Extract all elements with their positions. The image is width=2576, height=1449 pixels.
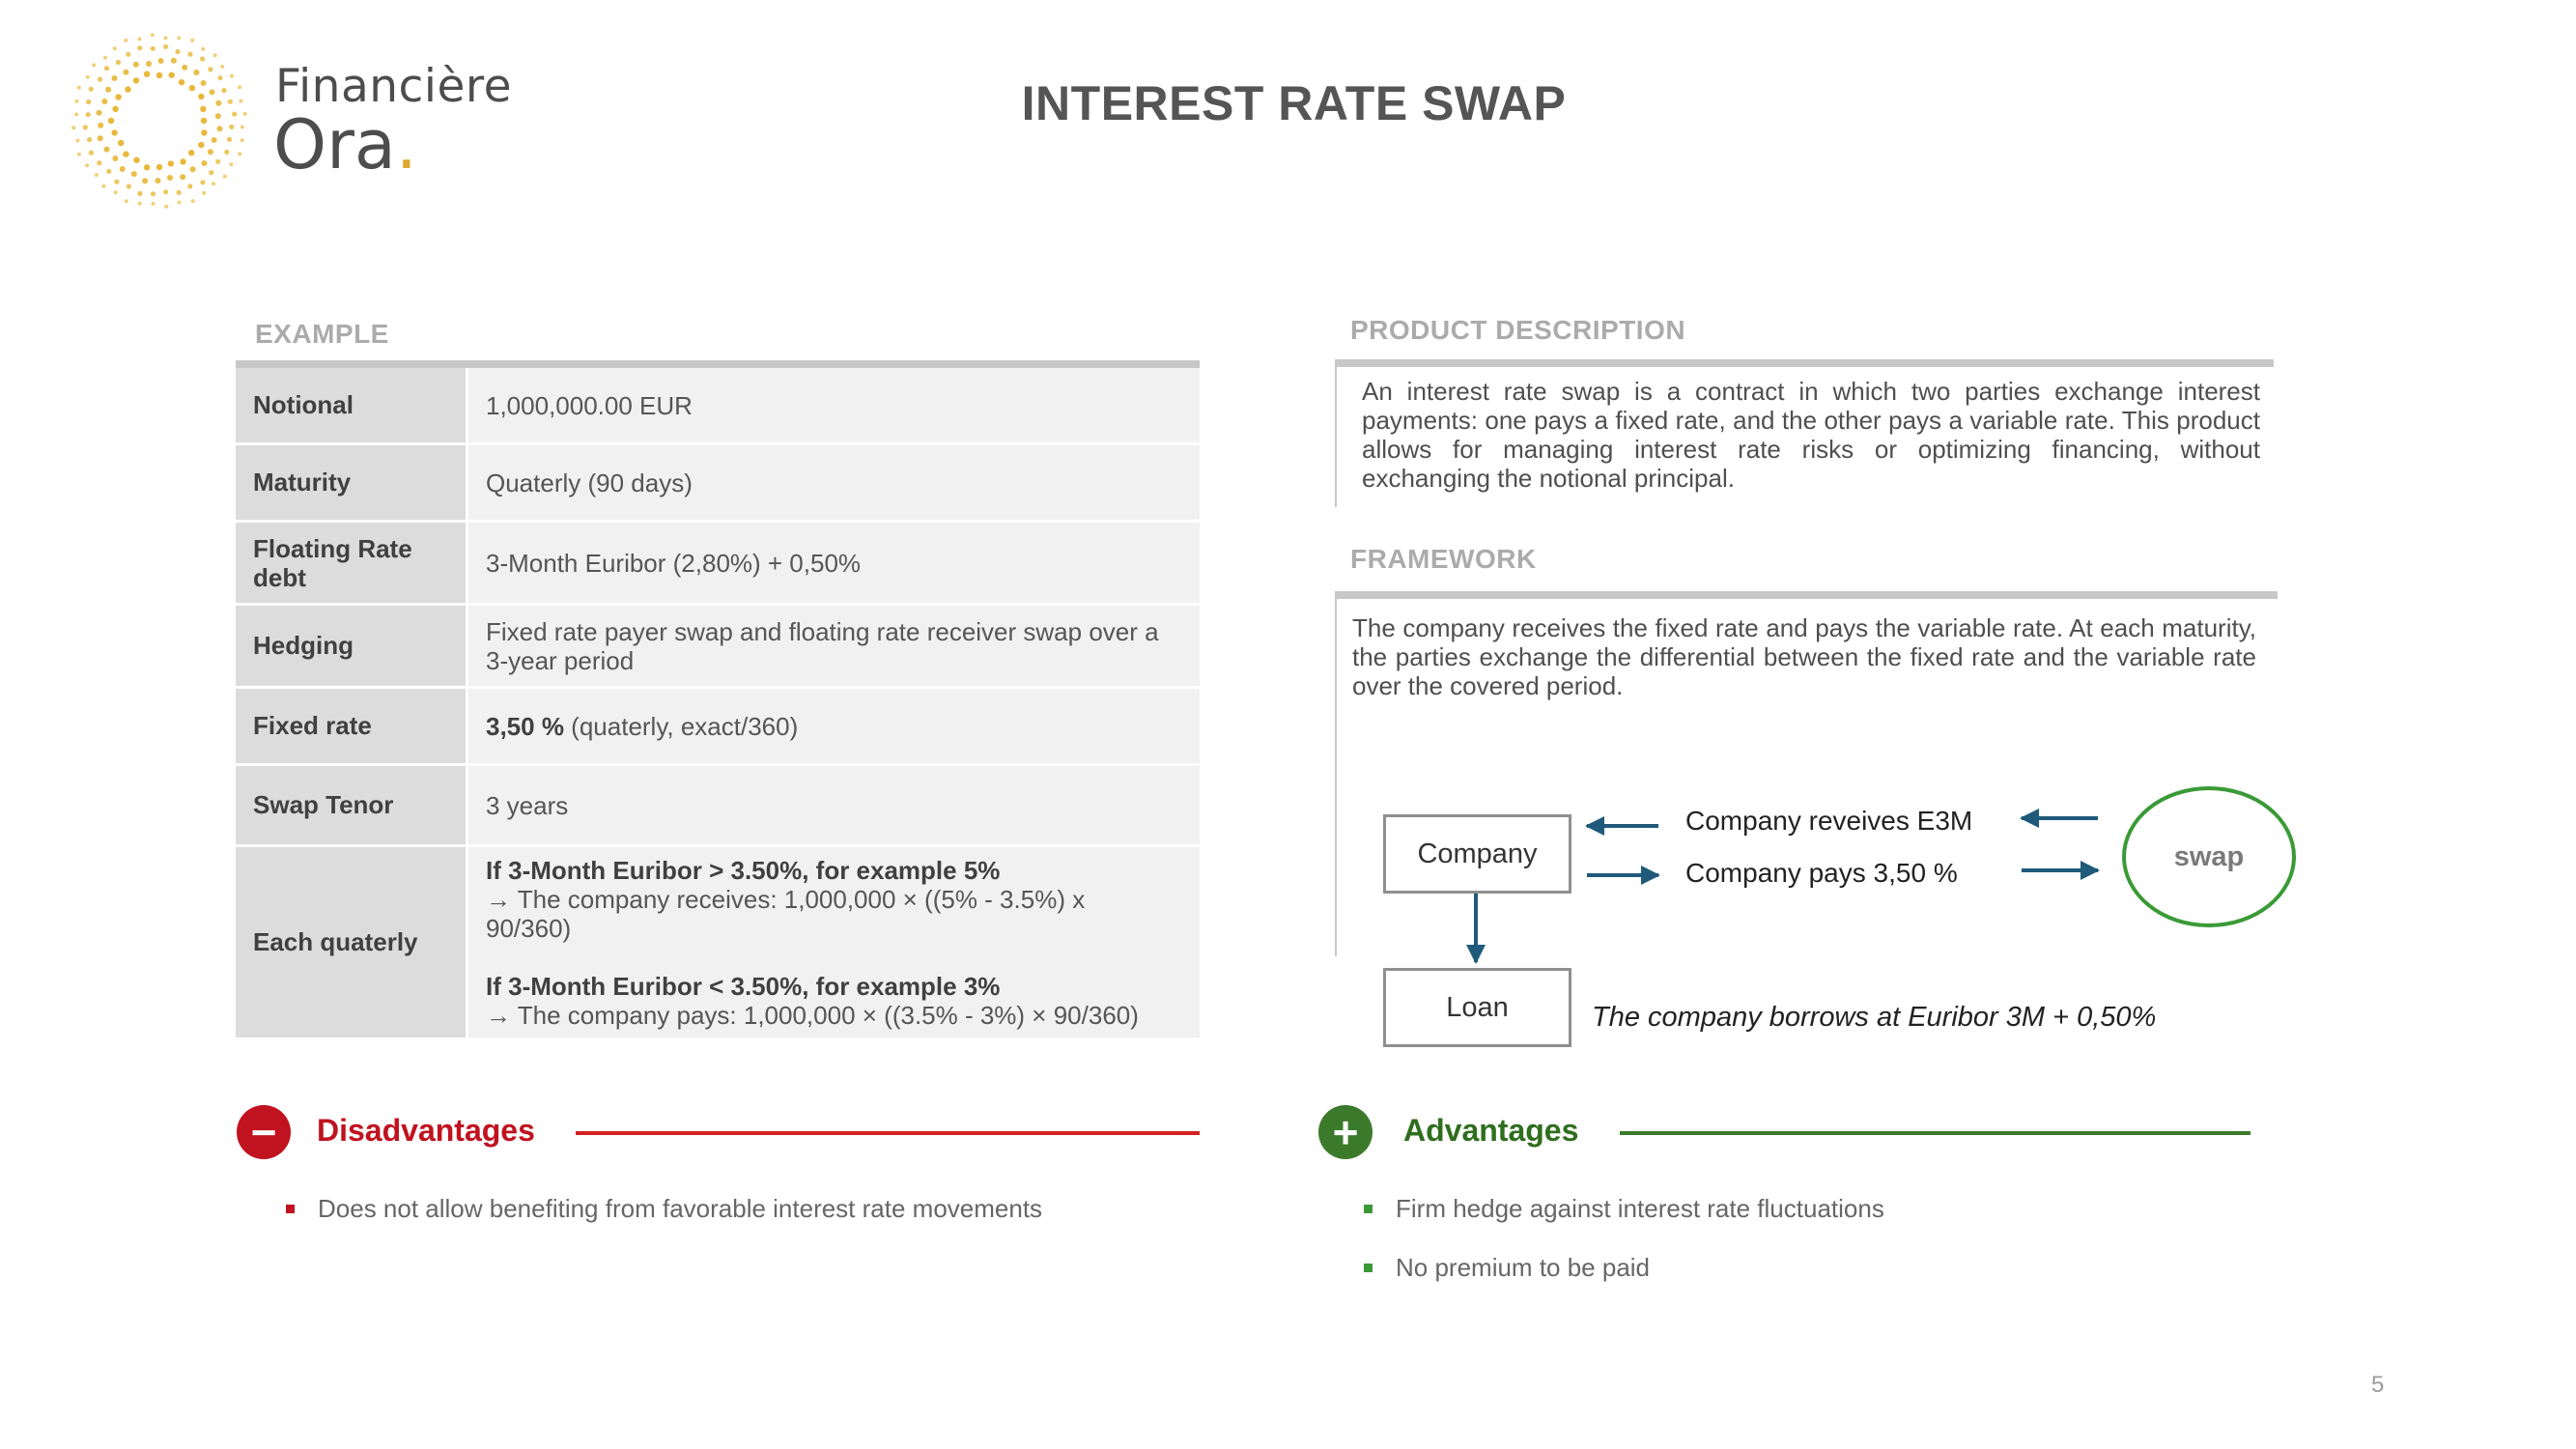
logo-dot: [151, 33, 155, 37]
example-heading: EXAMPLE: [255, 319, 389, 349]
logo-dot: [125, 199, 128, 203]
brand-ora: Ora: [273, 105, 396, 185]
logo-dot: [126, 52, 130, 57]
logo-dot: [178, 201, 182, 205]
logo-dot: [101, 185, 105, 188]
logo-dot: [163, 44, 168, 49]
logo-dot: [175, 49, 180, 54]
minus-icon: −: [237, 1105, 291, 1159]
logo-dot: [152, 202, 156, 206]
table-row: [236, 766, 1200, 847]
logo-dot: [223, 175, 227, 179]
logo-dot: [118, 140, 124, 146]
hedging-label: Hedging: [236, 606, 468, 689]
table-row: [236, 523, 1200, 606]
logo-dot: [227, 137, 232, 142]
logo-dot: [163, 189, 168, 194]
fixed-rate-bold: 3,50 %: [486, 711, 564, 741]
fixed-rate-value: [468, 689, 1200, 766]
logo-dot: [138, 38, 142, 42]
framework-border: [1335, 599, 1337, 956]
floating-rate-value: 3-Month Euribor (2,80%) + 0,50%: [468, 523, 1200, 606]
logo-dot: [202, 191, 206, 195]
table-row: [236, 445, 1200, 523]
logo-dot: [212, 137, 217, 143]
logo-dot: [124, 39, 127, 43]
logo-dot: [146, 61, 152, 67]
logo-dot: [229, 162, 233, 166]
logo-dot: [213, 53, 217, 57]
case1-heading: If 3-Month Euribor > 3.50%, for example 5%: [486, 855, 1001, 885]
table-row: [236, 606, 1200, 689]
page-title: [0, 75, 2576, 131]
logo-dot: [209, 170, 213, 175]
logo-dot: [113, 46, 117, 50]
table-row: [236, 847, 1200, 1040]
logo-dot: [155, 178, 160, 184]
logo-dot: [144, 164, 150, 170]
logo-dot: [220, 65, 224, 69]
example-rule: [236, 360, 1200, 368]
loan-box: Loan: [1383, 968, 1571, 1047]
logo-dot: [97, 160, 101, 165]
page-title-text: INTEREST RATE SWAP: [1021, 76, 1567, 130]
fixed-rate-detail: (quaterly, exact/360): [563, 711, 799, 741]
logo-dot: [241, 138, 244, 142]
logo-dot: [85, 163, 89, 167]
list-item: [1364, 1194, 1884, 1224]
case2-heading: If 3-Month Euribor < 3.50%, for example 3%: [486, 971, 1001, 1001]
logo-dot: [138, 202, 142, 206]
product-description-border: [1335, 367, 1337, 507]
case2-text: → The company pays: 1,000,000 × ((3.5% - 3%) × 90/360): [486, 1000, 1139, 1030]
logo-dot: [104, 147, 110, 153]
page-number: 5: [2371, 1372, 2385, 1398]
logo-dot: [202, 160, 208, 166]
logo-dot: [133, 157, 139, 163]
logo-dot: [182, 65, 187, 71]
brand-dot: .: [395, 105, 418, 185]
logo-dot: [104, 66, 109, 71]
logo-dot: [208, 67, 212, 71]
brand-name-line1: Financière: [275, 60, 513, 113]
logo-dot: [238, 152, 241, 156]
example-table: [236, 368, 1200, 1040]
framework-rule: [1335, 591, 2278, 599]
logo-dot: [201, 47, 205, 51]
table-row: [236, 368, 1200, 445]
disadvantages-rule: [576, 1131, 1200, 1135]
logo-dot: [200, 180, 205, 185]
logo-dot: [215, 159, 220, 164]
logo-dot: [177, 190, 182, 195]
logo-dot: [123, 151, 128, 156]
framework-text: The company receives the fixed rate and pays the variable rate. At each maturity, the parties exchange the differential between the fixed rate and the variable rate over the covered period.: [1352, 613, 2256, 700]
plus-icon: +: [1318, 1105, 1373, 1159]
logo-dot: [164, 205, 168, 209]
logo-dot: [180, 158, 185, 164]
logo-dot: [191, 199, 195, 203]
maturity-label: Maturity: [236, 445, 468, 523]
logo-dot: [187, 52, 192, 57]
flow-pays-label: Company pays 3,50 %: [1685, 858, 1958, 888]
logo-dot: [114, 180, 119, 185]
logo-dot: [131, 171, 137, 177]
logo-dot: [156, 164, 162, 170]
swap-circle: swap: [2122, 786, 2296, 927]
maturity-value: Quaterly (90 days): [468, 445, 1200, 523]
product-description-rule: [1335, 359, 2274, 367]
logo-dot: [76, 139, 80, 143]
logo-dot: [95, 173, 99, 177]
square-bullet-icon: [286, 1205, 295, 1213]
logo-dot: [190, 39, 194, 43]
table-row: [236, 689, 1200, 766]
advantage-text: No premium to be paid: [1396, 1253, 1651, 1282]
list-item: [286, 1194, 1042, 1224]
logo-dot: [200, 56, 205, 61]
logo-dot: [190, 166, 196, 172]
fixed-rate-label: Fixed rate: [236, 689, 468, 766]
swap-tenor-value: 3 years: [468, 766, 1200, 847]
company-box: Company: [1383, 814, 1571, 894]
logo-dot: [164, 36, 168, 40]
disadvantage-text: Does not allow benefiting from favorable interest rate movements: [318, 1194, 1043, 1223]
logo-dot: [103, 56, 107, 60]
logo-dot: [106, 169, 111, 174]
logo-dot: [77, 153, 81, 156]
logo-dot: [187, 184, 192, 188]
logo-dot: [137, 191, 142, 196]
swap-tenor-label: Swap Tenor: [236, 766, 468, 847]
product-description-heading: PRODUCT DESCRIPTION: [1350, 315, 1686, 345]
notional-label: Notional: [236, 368, 468, 445]
logo-dot: [188, 150, 194, 156]
logo-dot: [180, 174, 185, 180]
loan-note: The company borrows at Euribor 3M + 0,50%: [1592, 1002, 2157, 1033]
logo-dot: [123, 70, 128, 75]
advantages-title: Advantages: [1403, 1113, 1579, 1148]
advantages-rule: [1620, 1131, 2250, 1135]
logo-dot: [167, 175, 173, 181]
logo-dot: [208, 149, 213, 155]
logo-dot: [158, 58, 164, 64]
product-description-text: An interest rate swap is a contract in which two parties exchange interest payments: one pays a fixed rate, and the other pays a variable rate. This product allows for managing interest rate risks or optimizing financing, without exchanging the notional principal.: [1362, 377, 2260, 493]
logo-dot: [212, 182, 215, 185]
each-quaterly-label: Each quaterly: [236, 847, 468, 1040]
square-bullet-icon: [1364, 1205, 1373, 1213]
case1-text: → The company receives: 1,000,000 × ((5% - 3.5%) x 90/360): [486, 884, 1086, 943]
floating-rate-label: Floating Rate debt: [236, 523, 468, 606]
flow-receives-label: Company reveives E3M: [1685, 806, 1973, 836]
hedging-value: Fixed rate payer swap and floating rate receiver swap over a 3-year period: [468, 606, 1200, 689]
logo-dot: [177, 36, 181, 40]
logo-dot: [89, 151, 94, 156]
logo-dot: [116, 60, 121, 65]
notional-value: 1,000,000.00 EUR: [468, 368, 1200, 445]
each-quaterly-value: [468, 847, 1200, 1040]
logo-dot: [151, 46, 156, 51]
logo-dot: [151, 191, 156, 196]
logo-dot: [168, 160, 174, 166]
logo-dot: [142, 178, 148, 184]
logo-dot: [92, 63, 96, 67]
framework-heading: FRAMEWORK: [1350, 544, 1537, 574]
disadvantages-title: Disadvantages: [317, 1113, 535, 1148]
logo-dot: [198, 142, 204, 148]
logo-dot: [171, 58, 177, 64]
advantage-text: Firm hedge against interest rate fluctuations: [1396, 1194, 1884, 1223]
square-bullet-icon: [1364, 1264, 1373, 1272]
logo-dot: [120, 166, 126, 172]
logo-dot: [114, 190, 118, 194]
logo-dot: [98, 135, 103, 141]
logo-dot: [112, 156, 118, 161]
logo-dot: [137, 45, 142, 50]
list-item: [1364, 1253, 1650, 1283]
logo-dot: [224, 150, 229, 155]
logo-dot: [127, 184, 131, 188]
logo-dot: [87, 137, 92, 142]
logo-dot: [133, 62, 139, 68]
